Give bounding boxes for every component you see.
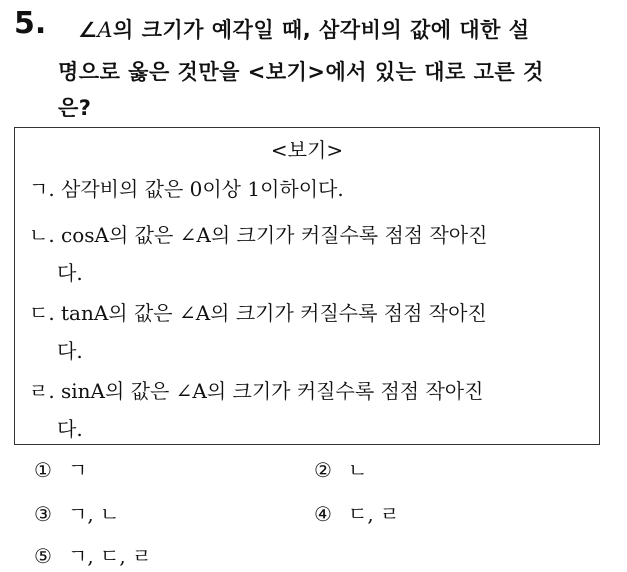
choice-3-label: ㄱ, ㄴ [68, 502, 120, 526]
choice-4-number: ④ [314, 502, 332, 526]
example-box [14, 127, 600, 445]
question-text-line-1 [78, 14, 530, 44]
example-item-2-continuation: 다. [57, 261, 83, 285]
angle-variable: A [97, 18, 113, 42]
choice-3-number: ③ [34, 502, 52, 526]
choice-2-label: ㄴ [348, 458, 368, 482]
example-item-4-mark: ㄹ. [29, 379, 55, 403]
example-item-3-mark: ㄷ. [29, 301, 55, 325]
question-number: 5. [14, 6, 47, 41]
question-text-line-1-rest: 의 크기가 예각일 때, 삼각비의 값에 대한 설 [113, 18, 530, 42]
example-item-3-text: tanA의 값은 ∠A의 크기가 커질수록 점점 작아진 [61, 301, 487, 325]
choice-2-number: ② [314, 458, 332, 482]
example-item-3 [29, 294, 591, 370]
example-item-1-text: 삼각비의 값은 0이상 1이하이다. [61, 177, 344, 201]
choice-5-number: ⑤ [34, 544, 52, 568]
answer-choice-1[interactable] [34, 454, 87, 483]
example-item-4 [29, 372, 591, 448]
answer-choice-3[interactable] [34, 498, 119, 527]
answer-choice-4[interactable] [314, 498, 399, 527]
example-item-3-continuation: 다. [57, 339, 83, 363]
answer-choice-5[interactable] [34, 540, 151, 569]
choice-4-label: ㄷ, ㄹ [348, 502, 400, 526]
example-item-2 [29, 216, 591, 292]
example-item-1 [29, 170, 591, 208]
question-text-line-3: 은? [58, 96, 92, 120]
answer-choice-2[interactable] [314, 454, 367, 483]
choice-5-label: ㄱ, ㄷ, ㄹ [68, 544, 152, 568]
example-item-4-text: sinA의 값은 ∠A의 크기가 커질수록 점점 작아진 [61, 379, 484, 403]
question-text-line-2: 명으로 옳은 것만을 <보기>에서 있는 대로 고른 것 [58, 60, 544, 84]
choice-1-label: ㄱ [68, 458, 88, 482]
example-item-4-continuation: 다. [57, 417, 83, 441]
example-item-2-text: cosA의 값은 ∠A의 크기가 커질수록 점점 작아진 [61, 223, 488, 247]
example-box-title: <보기> [270, 138, 344, 162]
example-item-2-mark: ㄴ. [29, 223, 55, 247]
choice-1-number: ① [34, 458, 52, 482]
angle-symbol: ∠ [78, 18, 98, 42]
example-item-1-mark: ㄱ. [29, 177, 55, 201]
